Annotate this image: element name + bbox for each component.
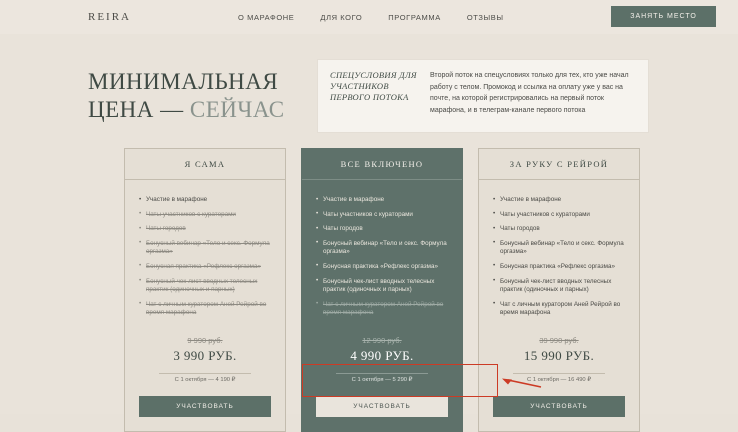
hero-line-2-muted: СЕЙЧАС xyxy=(189,97,285,122)
feature-list xyxy=(479,180,639,330)
nav-item-program[interactable]: ПРОГРАММА xyxy=(388,12,441,22)
promo-text: Второй поток на спецусловиях только для тех, кто уже начал работу с телом. Промокод и ссылка на оплату уже у вас на почте, на которой регистрировались на первый поток марафона, и в телеграм-канале первого потока xyxy=(430,72,629,114)
list-item: • Бонусный чек-лист вводных телесных практик (одиночных и парных) xyxy=(493,278,625,295)
price-block xyxy=(125,330,285,396)
list-item: • Бонусная практика «Рефлекс оргазма» xyxy=(493,263,625,272)
new-price: 15 990 РУБ. xyxy=(523,347,595,363)
pointer-arrow-icon xyxy=(500,374,542,390)
list-item: • Чаты участников с кураторами xyxy=(139,211,271,220)
list-item: • Чаты участников с кураторами xyxy=(493,211,625,220)
feature-list xyxy=(302,180,462,330)
list-item: • Чат с личным куратором Аней Рейрой во время марафона xyxy=(316,301,448,318)
pricing-cards xyxy=(124,148,640,432)
list-item: • Бонусная практика «Рефлекс оргазма» xyxy=(139,263,271,272)
new-price: 3 990 РУБ. xyxy=(173,347,237,363)
list-item: • Бонусный вебинар «Тело и секс. Формула оргазма» xyxy=(493,240,625,257)
promo-label: СПЕЦУСЛОВИЯ ДЛЯ УЧАСТНИКОВ ПЕРВОГО ПОТОКА xyxy=(330,70,417,102)
price-note: С 1 октября — 16 490 ₽ xyxy=(513,373,605,383)
participate-button[interactable]: УЧАСТВОВАТЬ xyxy=(316,396,448,417)
list-item: • Бонусный вебинар «Тело и секс. Формула оргазма» xyxy=(316,240,448,257)
list-item: • Чат с личным куратором Аней Рейрой во время марафона xyxy=(139,301,271,318)
card-title: ЗА РУКУ С РЕЙРОЙ xyxy=(479,149,639,180)
list-item: • Чаты участников с кураторами xyxy=(316,211,448,220)
nav-item-about[interactable]: О МАРАФОНЕ xyxy=(238,12,295,22)
main-nav xyxy=(238,13,504,22)
list-item: • Чаты городов xyxy=(493,225,625,234)
hero-line-2 xyxy=(88,96,303,124)
hero-line-1: МИНИМАЛЬНАЯ xyxy=(88,69,279,94)
participate-button[interactable]: УЧАСТВОВАТЬ xyxy=(493,396,625,417)
feature-list xyxy=(125,180,285,330)
participate-button[interactable]: УЧАСТВОВАТЬ xyxy=(139,396,271,417)
list-item: • Бонусный вебинар «Тело и секс. Формула оргазма» xyxy=(139,240,271,257)
header-cta-button[interactable]: ЗАНЯТЬ МЕСТО xyxy=(611,6,716,27)
list-item: • Чаты городов xyxy=(316,225,448,234)
nav-item-for-whom[interactable]: ДЛЯ КОГО xyxy=(320,12,363,22)
card-title: Я САМА xyxy=(125,149,285,180)
old-price: 9 990 руб. xyxy=(187,335,223,345)
list-item: • Чат с личным куратором Аней Рейрой во время марафона xyxy=(493,301,625,318)
nav-item-reviews[interactable]: ОТЗЫВЫ xyxy=(466,12,504,22)
pricing-card-all-inclusive[interactable] xyxy=(301,148,463,432)
promo-banner xyxy=(318,60,648,132)
list-item: • Бонусный чек-лист вводных телесных практик (одиночных и парных) xyxy=(316,278,448,295)
list-item: • Участие в марафоне xyxy=(316,196,448,205)
site-logo[interactable]: REIRA xyxy=(88,11,131,23)
list-item: • Бонусная практика «Рефлекс оргазма» xyxy=(316,263,448,272)
old-price: 12 990 руб. xyxy=(362,335,402,345)
old-price: 39 990 руб. xyxy=(539,335,579,345)
pricing-card-self[interactable] xyxy=(124,148,286,432)
site-header xyxy=(0,0,738,34)
list-item: • Бонусный чек-лист вводных телесных практик (одиночных и парных) xyxy=(139,278,271,295)
list-item: • Участие в марафоне xyxy=(139,196,271,205)
price-note: С 1 октября — 4 190 ₽ xyxy=(159,373,251,383)
price-block xyxy=(302,330,462,396)
page-title xyxy=(88,68,303,124)
list-item: • Чаты городов xyxy=(139,225,271,234)
hero-line-2-main: ЦЕНА — xyxy=(88,97,190,122)
list-item: • Участие в марафоне xyxy=(493,196,625,205)
new-price: 4 990 РУБ. xyxy=(350,347,414,363)
card-title: ВСЕ ВКЛЮЧЕНО xyxy=(302,149,462,180)
price-note: С 1 октября — 5 290 ₽ xyxy=(336,373,428,383)
